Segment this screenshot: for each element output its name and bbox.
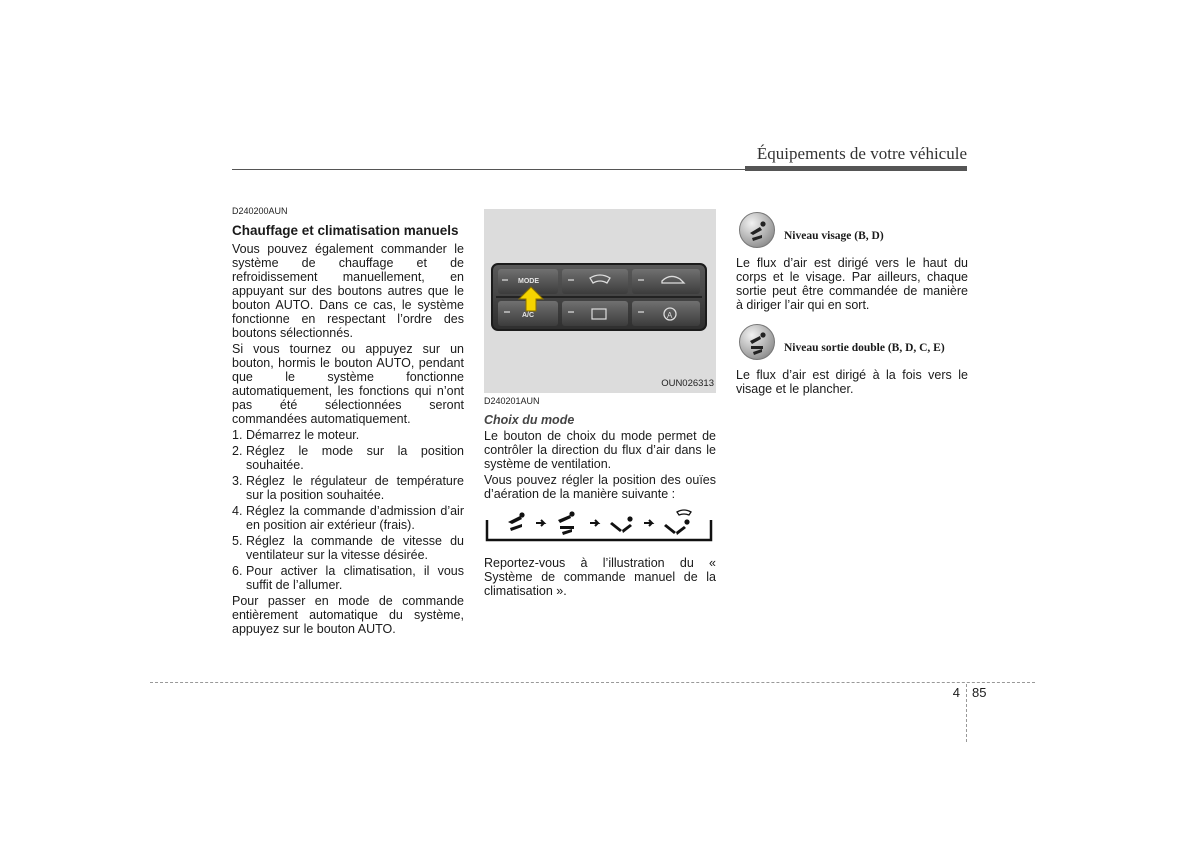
bi-level-vent-icon	[739, 324, 775, 360]
section-subheading: Choix du mode	[484, 413, 575, 427]
paragraph: Vous pouvez régler la position des ouïes d’aération de la manière suivante :	[484, 473, 716, 501]
chapter-number: 4	[952, 685, 960, 700]
control-panel-figure	[484, 209, 716, 393]
column-mode-selection	[484, 396, 716, 503]
ac-button-label: A/C	[522, 312, 535, 319]
footer-rule	[150, 682, 1035, 683]
paragraph: Pour passer en mode de commande entièrement automatique du système, appuyez sur le bouton AUTO.	[232, 594, 464, 636]
svg-text:A: A	[667, 311, 673, 320]
floor-vent-icon	[610, 516, 633, 533]
arrow-right-icon	[536, 520, 544, 526]
paragraph: Si vous tournez ou appuyez sur un bouton, hormis le bouton AUTO, pendant que le système fonctionne automatiquement, les fonctions qui n’ont pas été sélectionnées seront commandées automatiquement.	[232, 342, 464, 426]
mode-reference	[484, 556, 716, 600]
paragraph: Le flux d’air est dirigé vers le haut du corps et le visage. Par ailleurs, chaque sortie peut être commandée de manière à diriger l’air qui en sort.	[736, 256, 968, 312]
bi-level-vent-icon	[558, 511, 575, 535]
header-bar	[745, 166, 967, 171]
paragraph: Le bouton de choix du mode permet de contrôler la direction du flux d’air dans le système de ventilation.	[484, 429, 716, 471]
arrow-right-icon	[644, 520, 652, 526]
list-item: 5. Réglez la commande de vitesse du ventilateur sur la vitesse désirée.	[232, 534, 464, 562]
mode-sequence-diagram	[484, 506, 716, 544]
section-code: D240201AUN	[484, 396, 540, 406]
vent-mode-label: Niveau visage (B, D)	[784, 230, 884, 242]
list-item: 2. Réglez le mode sur la position souhaitée.	[232, 444, 464, 472]
column-vent-modes	[736, 212, 968, 398]
arrow-right-icon	[590, 520, 598, 526]
mode-button-label: MODE	[518, 278, 539, 285]
face-vent-icon	[508, 512, 525, 531]
section-heading: Chauffage et climatisation manuels	[232, 223, 459, 238]
list-item: 4. Réglez la commande d’admission d’air en position air extérieur (frais).	[232, 504, 464, 532]
paragraph: Le flux d’air est dirigé à la fois vers le visage et le plancher.	[736, 368, 968, 396]
paragraph: Vous pouvez également commander le système de chauffage et de refroidissement manuellement, en appuyant sur des boutons autres que le bouton AUTO. Dans ce cas, le système fonctionne en respectant l’ordre des boutons sélectionnés.	[232, 242, 464, 340]
floor-defrost-vent-icon	[664, 510, 691, 535]
paragraph: Reportez-vous à l’illustration du « Système de commande manuel de la climatisation ».	[484, 556, 716, 598]
list-item: 6. Pour activer la climatisation, il vous suffit de l’allumer.	[232, 564, 464, 592]
vent-mode-bi-level	[736, 324, 968, 364]
vent-mode-face	[736, 212, 968, 252]
face-vent-icon	[739, 212, 775, 248]
column-manual-climate	[232, 206, 464, 638]
section-title: Équipements de votre véhicule	[756, 144, 967, 163]
list-item: 3. Réglez le régulateur de température sur la position souhaitée.	[232, 474, 464, 502]
figure-code: OUN026313	[661, 378, 714, 389]
steps-list	[232, 428, 464, 592]
control-panel-illustration	[484, 209, 716, 393]
list-item: 1. Démarrez le moteur.	[232, 428, 360, 442]
page-number: 85	[972, 685, 987, 700]
vent-mode-label: Niveau sortie double (B, D, C, E)	[784, 342, 945, 354]
footer-divider	[966, 684, 967, 742]
section-code: D240200AUN	[232, 206, 288, 216]
